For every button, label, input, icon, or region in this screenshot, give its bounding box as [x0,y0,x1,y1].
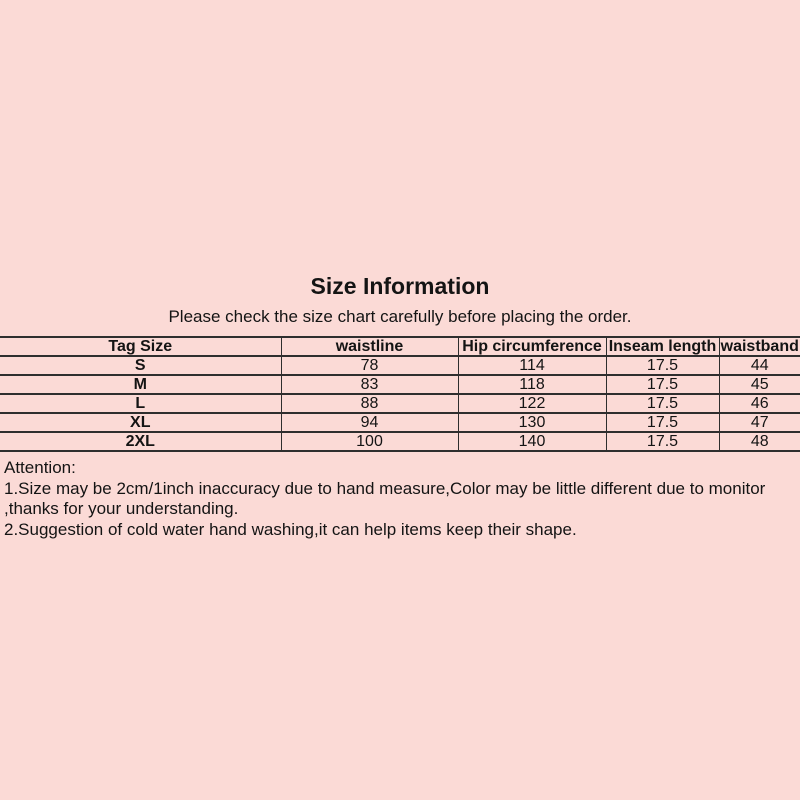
column-header-waistband: waistband [720,338,799,355]
table-row-s [0,356,800,375]
waistline-cell: 100 [281,432,458,451]
page-title: Size Information [310,273,490,299]
table-row-m [0,375,800,394]
tag-size-cell: L [0,394,281,413]
waistline-cell: 88 [281,394,458,413]
waistline-cell: 94 [281,413,458,432]
hip-circumference-cell: 130 [458,413,606,432]
table-row-2xl [0,432,800,451]
waistband-cell: 46 [719,394,800,413]
tag-size-cell: M [0,375,281,394]
inseam-length-cell: 17.5 [606,432,719,451]
hip-circumference-cell: 122 [458,394,606,413]
table-row-l [0,394,800,413]
column-header-inseam-length: Inseam length [606,337,719,356]
waistline-cell: 83 [281,375,458,394]
column-header-hip-circumference: Hip circumference [458,337,606,356]
column-header-tag-size: Tag Size [0,337,281,356]
waistband-cell: 44 [719,356,800,375]
hip-circumference-cell: 114 [458,356,606,375]
tag-size-cell: XL [0,413,281,432]
tag-size-cell: S [0,356,281,375]
inseam-length-cell: 17.5 [606,375,719,394]
attention-section [4,458,792,540]
subtitle: Please check the size chart carefully before placing the order. [168,307,632,326]
table-row-xl [0,413,800,432]
table-header-row [0,337,800,356]
inseam-length-cell: 17.5 [606,394,719,413]
inseam-length-cell: 17.5 [606,356,719,375]
inseam-length-cell: 17.5 [606,413,719,432]
attention-note-1: 1.Size may be 2cm/1inch inaccuracy due to hand measure,Color may be little different due to monitor ,thanks for your understanding. [4,478,766,518]
size-table [0,336,800,452]
hip-circumference-cell: 140 [458,432,606,451]
waistband-cell: 47 [719,413,800,432]
waistband-cell: 48 [719,432,800,451]
hip-circumference-cell: 118 [458,375,606,394]
column-header-waistline: waistline [281,337,458,356]
attention-heading: Attention: [4,458,76,477]
tag-size-cell: 2XL [0,432,281,451]
waistband-cell: 45 [719,375,800,394]
waistline-cell: 78 [281,356,458,375]
attention-note-2: 2.Suggestion of cold water hand washing,it can help items keep their shape. [4,519,577,539]
